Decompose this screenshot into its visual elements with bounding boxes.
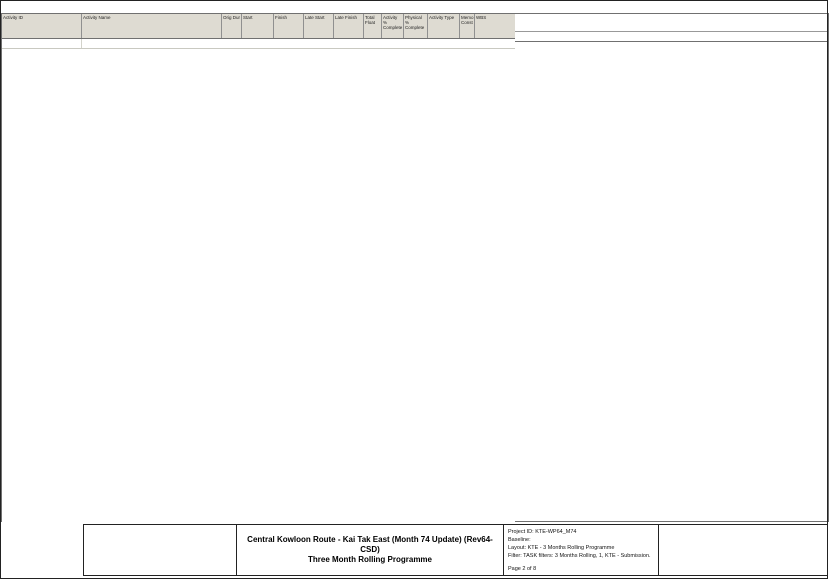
col-header-name: Activity Name <box>82 14 222 38</box>
timeline-months-row <box>515 17 828 24</box>
summary-row <box>2 39 515 49</box>
col-header-dur: Orig Dur <box>222 14 242 38</box>
col-header-id: Activity ID <box>2 14 82 38</box>
col-header-ls: Late Start <box>304 14 334 38</box>
title-block <box>237 525 504 575</box>
filter-label: Filter: TASK filters: 3 Months Rolling, 1, KTE - Submission. <box>508 553 651 559</box>
gantt-timeline-header <box>515 17 828 42</box>
programme-subtitle: Three Month Rolling Programme <box>307 555 432 564</box>
col-header-wbs: WBS <box>475 14 515 38</box>
revision-table <box>659 525 827 575</box>
gantt-body <box>515 42 828 522</box>
col-header-ap: Activity % Complete <box>382 14 404 38</box>
programme-title: Central Kowloon Route - Kai Tak East (Month 74 Update) (Rev64- CSD) <box>247 535 493 554</box>
gantt-chart <box>515 13 829 522</box>
col-header-pp: Physical % Complete <box>404 14 428 38</box>
baseline-label: Baseline: <box>508 537 531 543</box>
col-header-fl: Total Float <box>364 14 382 38</box>
project-id: Project ID: KTE-WP64_M74 <box>508 529 577 535</box>
page-number: Page 2 of 8 <box>508 566 537 572</box>
activity-id-cell <box>2 39 82 48</box>
footer <box>83 524 828 576</box>
legend <box>84 525 237 575</box>
col-header-lf: Late Finish <box>334 14 364 38</box>
activity-table <box>1 13 515 522</box>
timeline-weeks-row <box>515 31 828 40</box>
gantt-gridlines <box>515 42 828 522</box>
project-info-block <box>504 525 659 575</box>
col-header-fin: Finish <box>274 14 304 38</box>
schedule-main <box>1 13 829 522</box>
col-header-cn: Memo Const <box>460 14 475 38</box>
col-header-ty: Activity Type <box>428 14 460 38</box>
table-header-row <box>2 14 515 39</box>
col-header-start: Start <box>242 14 274 38</box>
layout-label: Layout: KTE - 3 Months Rolling Programme <box>508 545 615 551</box>
timeline-month-numbers-row <box>515 24 828 31</box>
table-body <box>2 39 515 49</box>
